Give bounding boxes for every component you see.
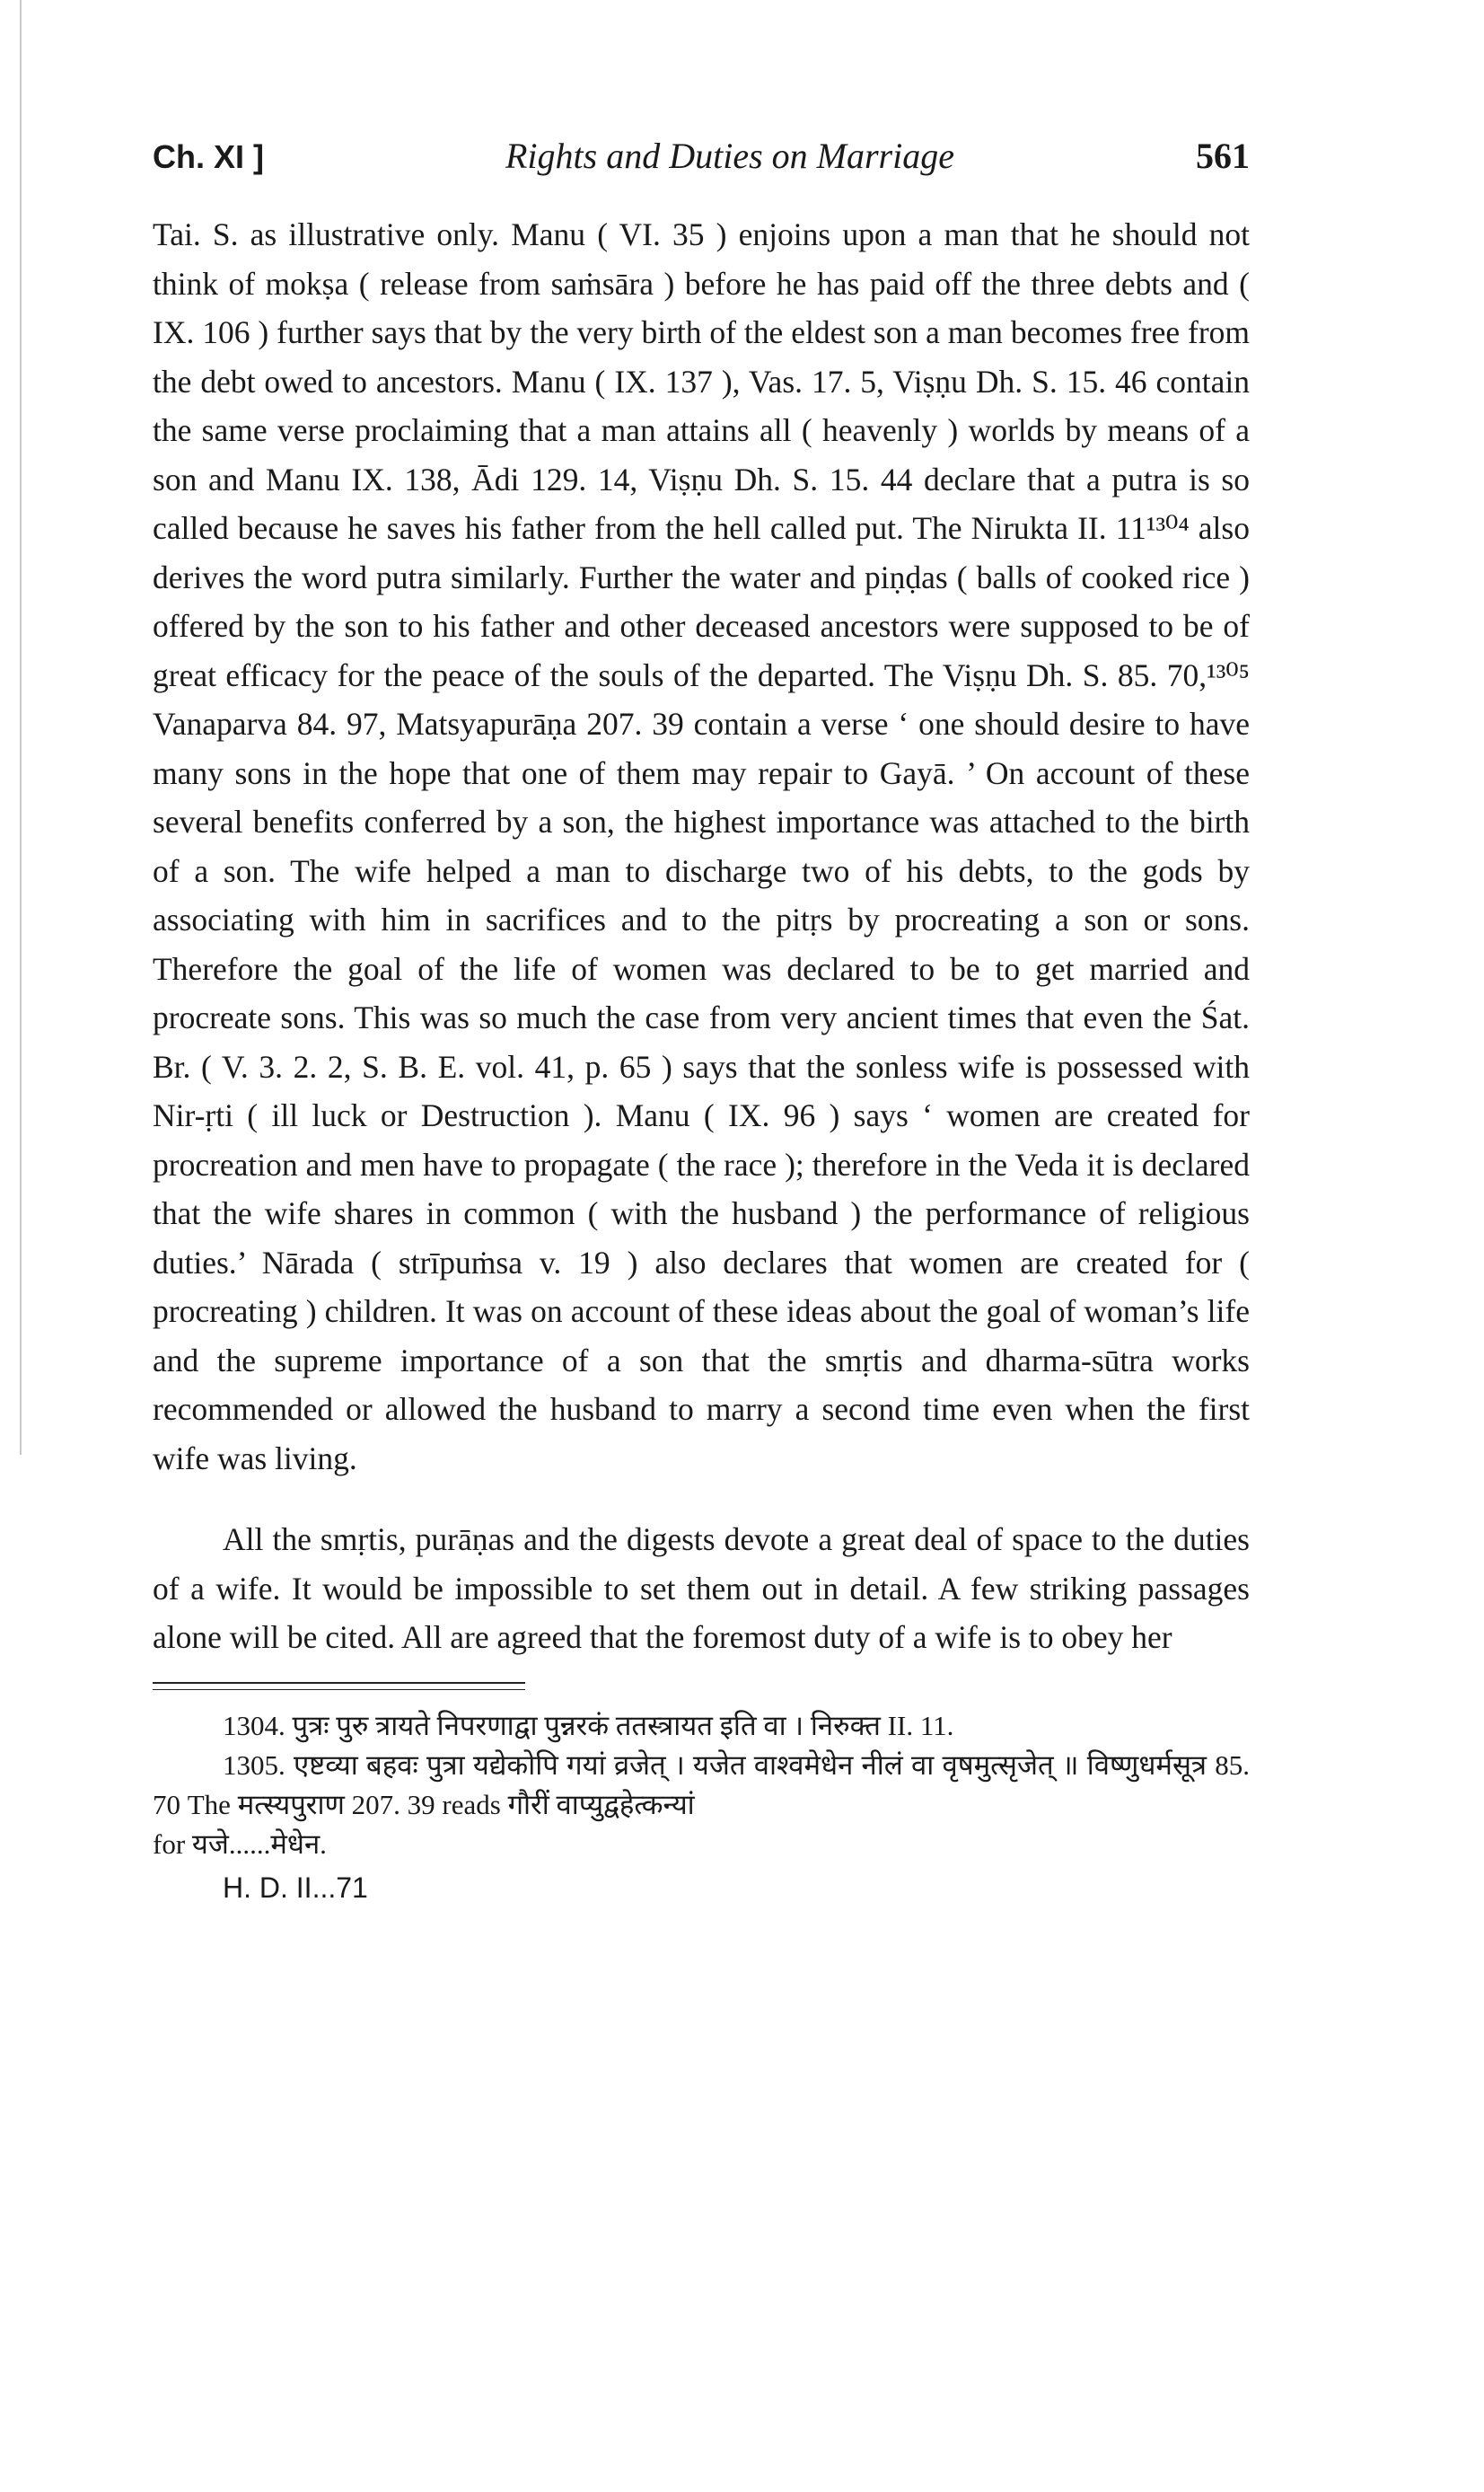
footnote-1305: 1305. एष्टव्या बहवः पुत्रा यद्येकोपि गयां व्रजेत् । यजेत वाश्वमेधेन नीलं वा वृषमुत्सृजेत् ॥ विष्णुधर्मसूत्र 85. 70 The मत्स्यपुराण 207. 39 reads गौरीं वाप्युद्वहेत्कन्यां xyxy=(153,1748,1250,1820)
page xyxy=(153,135,1250,1905)
chapter-label: Ch. XI ] xyxy=(153,138,264,175)
running-header xyxy=(153,135,1250,198)
page-edge-rule xyxy=(20,0,22,1455)
paragraph-1: Tai. S. as illustrative only. Manu ( VI. 35 ) enjoins upon a man that he should not think of mokṣa ( release from saṁsāra ) before he has paid off the three debts and ( IX. 106 ) further says that by the very birth of the eldest son a man becomes free from the debt owed to ancestors. Manu ( IX. 137 ), Vas. 17. 5, Viṣṇu Dh. S. 15. 46 contain the same verse proclaiming that a man attains all ( heavenly ) worlds by means of a son and Manu IX. 138, Ādi 129. 14, Viṣṇu Dh. S. 15. 44 declare that a putra is so called because he saves his father from the hell called put. The Nirukta II. 11¹³⁰⁴ also derives the word putra similarly. Further the water and piṇḍas ( balls of cooked rice ) offered by the son to his father and other deceased ancestors were supposed to be of great efficacy for the peace of the souls of the departed. The Viṣṇu Dh. S. 85. 70,¹³⁰⁵ Vanaparva 84. 97, Matsyapurāṇa 207. 39 contain a verse ‘ one should desire to have many sons in the hope that one of them may repair to Gayā. ’ On account of these several benefits conferred by a son, the highest importance was attached to the birth of a son. The wife helped a man to discharge two of his debts, to the gods by associating with him in sacrifices and to the pitṛs by procreating a son or sons. Therefore the goal of the life of women was declared to be to get married and procreate sons. This was so much the case from very ancient times that even the Śat. Br. ( V. 3. 2. 2, S. B. E. vol. 41, p. 65 ) says that the sonless wife is possessed with Nir-ṛti ( ill luck or Destruction ). Manu ( IX. 96 ) says ‘ women are created for procreation and men have to propagate ( the race ); therefore in the Veda it is declared that the wife shares in common ( with the husband ) the performance of religious duties.’ Nārada ( strīpuṁsa v. 19 ) also declares that women are created for ( procreating ) children. It was on account of these ideas about the goal of woman’s life and the supreme importance of a son that the smṛtis and dharma-sūtra works recommended or allowed the husband to marry a second time even when the first wife was living. xyxy=(153,216,1250,1476)
footnotes xyxy=(153,1706,1250,1864)
body-text xyxy=(153,210,1250,1662)
footnote-1304: 1304. पुत्रः पुरु त्रायते निपरणाद्वा पुन्नरकं ततस्त्रायत इति वा । निरुक्त II. 11. xyxy=(223,1709,954,1741)
running-title: Rights and Duties on Marriage xyxy=(505,136,954,176)
paragraph-2: All the smṛtis, purāṇas and the digests devote a great deal of space to the duties of a wife. It would be impossible to set them out in detail. A few striking passages alone will be cited. All are agreed that the foremost duty of a wife is to obey her xyxy=(153,1521,1250,1655)
footnote-1305-cont: for यजे......मेधेन. xyxy=(153,1827,327,1860)
page-number: 561 xyxy=(1195,136,1250,176)
footnote-divider xyxy=(153,1682,525,1690)
signature-mark: H. D. II...71 xyxy=(223,1871,368,1904)
